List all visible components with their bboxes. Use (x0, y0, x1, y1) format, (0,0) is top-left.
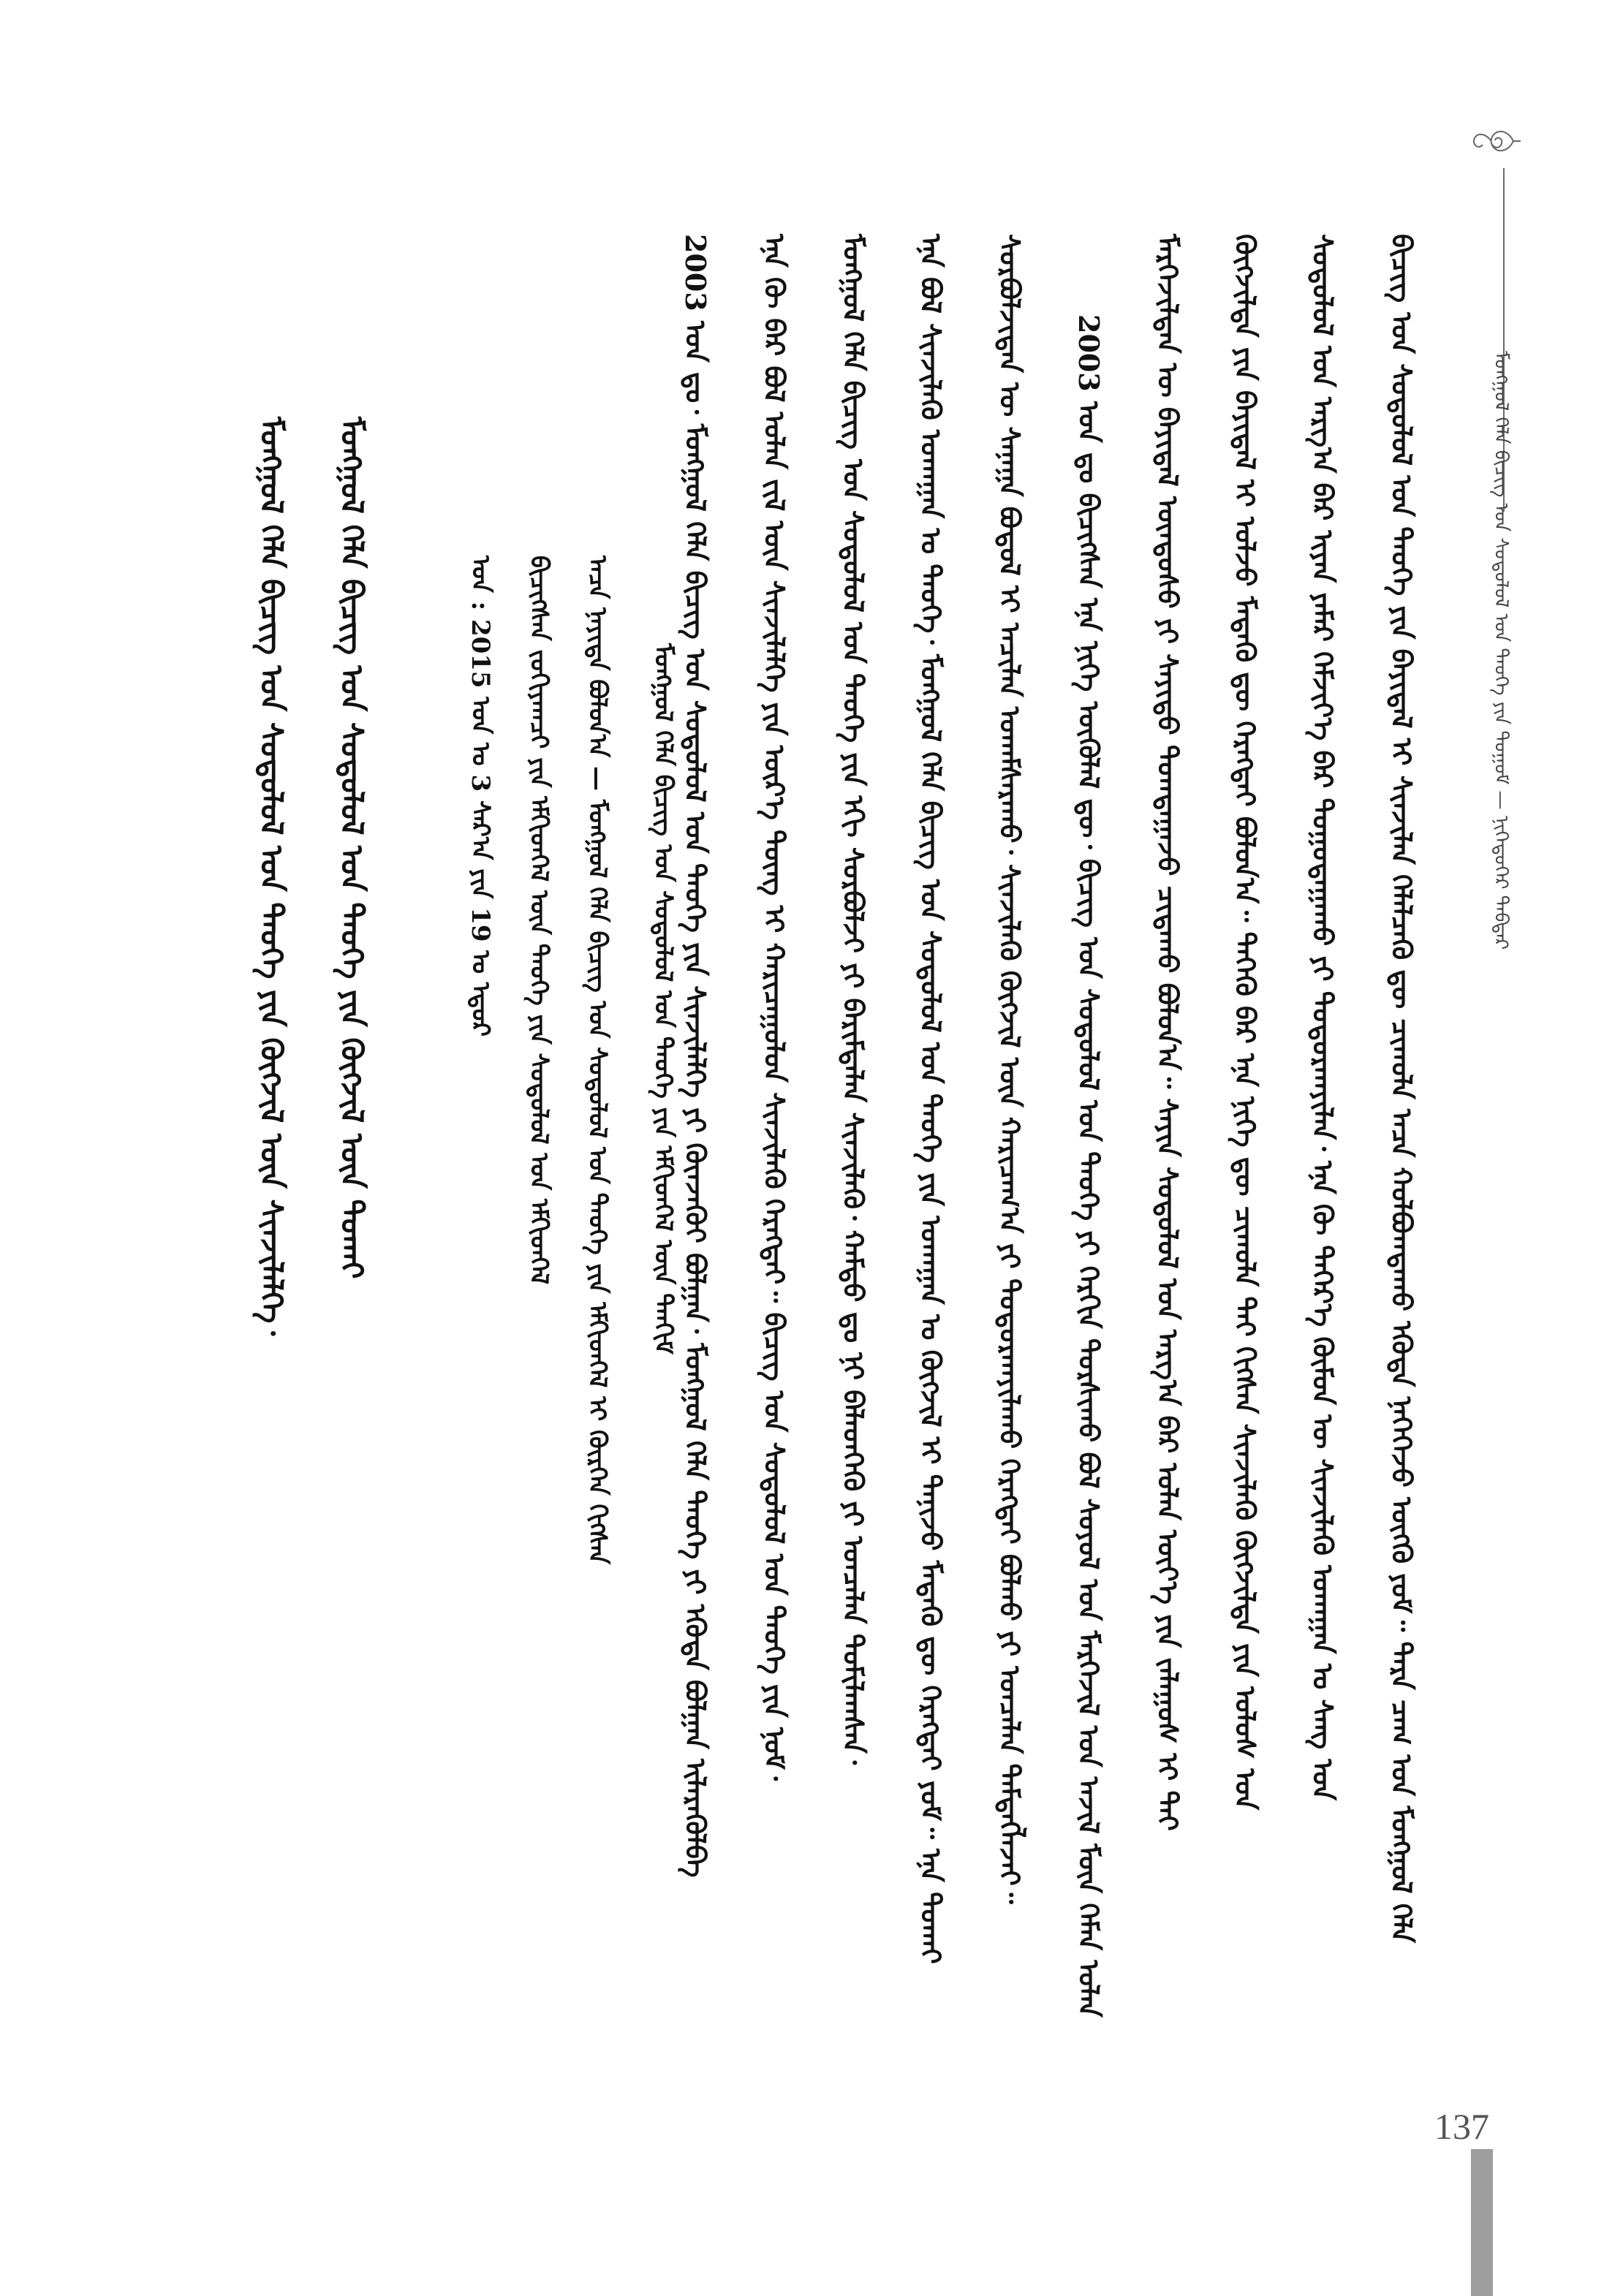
body-line-2: ᠰᠤᠳᠤᠯᠤᠯ ᠤᠨ ᠠᠷᠭ᠎ᠠ ᠪᠠᠷ ᠢᠶᠠᠨ ᠶᠠᠮᠠᠷ ᠬᠡᠮᠵᠢᠶ᠎ᠡ ᠪᠠᠷ ᠲᠣᠭᠣᠲᠠᠭᠠᠬᠤ ᠶᠢ ᠲᠣᠳᠣᠷᠬᠠᠶᠢᠯᠠᠨ᠂ ᠡᠨᠡ ᠬᠦ ᠳᠡᠭᠡᠷ᠎ᠡ ᠬᠦᠮᠦᠨ ᠦ ᠰᠢᠨᠵᠢᠯᠡᠬᠦ ᠤᠬᠠᠭᠠᠨ ᠤ ᠰᠠᠩ ᠤᠨ (1306, 234, 1339, 1801)
signature-date: ᠣᠨ : 2015 ᠣᠨ ᠤ 3 ᠰᠠᠷ᠎ᠠ ᠶᠢᠨ 19 ᠤ ᠡᠳᠦᠷ (466, 556, 495, 1037)
body-line-1: ᠪᠢᠴᠢᠭ ᠤᠨ ᠰᠤᠳᠤᠯᠤᠯ ᠤᠨ ᠲᠡᠦᠬᠡ ᠶᠢᠨ ᠪᠠᠶᠢᠳᠠᠯ ᠢ ᠰᠢᠨᠵᠢᠯᠡᠨ ᠬᠡᠯᠡᠯᠴᠡᠬᠦ ᠳᠦ ᠴᠢᠬᠤᠯᠠ ᠠᠴᠠ ᠬᠣᠯᠪᠣᠭᠳᠠᠬᠤ ᠡᠭᠦᠳᠡ ᠨᠡᠭᠡᠭᠡᠵᠦ ᠦᠭᠬᠦ ᠶᠤᠮ᠃ ᠲᠡᠷᠡ ᠴᠠᠭ ᠤᠨ ᠮᠣᠩᠭᠣᠯ ᠬᠡᠯᠡ (1385, 234, 1418, 1943)
body-line-7: ᠡᠨᠡ ᠪᠣᠯ ᠰᠢᠨᠵᠢᠯᠡᠬᠦ ᠤᠬᠠᠭᠠᠨ ᠤ ᠲᠡᠦᠬᠡ᠂ ᠮᠣᠩᠭᠣᠯ ᠬᠡᠯᠡ ᠪᠢᠴᠢᠭ ᠤᠨ ᠰᠤᠳᠤᠯᠤᠯ ᠤᠨ ᠲᠡᠦᠬᠡ ᠶᠢᠨ ᠤᠬᠠᠭᠠᠨ ᠤ ᠬᠥᠭᠵᠢᠯ ᠢ ᠲᠠᠨᠢᠵᠤ ᠮᠡᠳᠡᠬᠦ ᠳᠦ ᠬᠡᠷᠡᠭᠲᠡᠢ ᠶᠤᠮ᠃ ᠡᠨᠡ ᠲᠤᠬᠠᠢ (915, 234, 947, 1964)
body-line-4: ᠮᠡᠷᠭᠡᠵᠢᠯᠲᠡᠨ ᠦ ᠪᠠᠶᠢᠳᠠᠯ ᠦᠨᠳᠦᠰᠦ ᠶᠢ ᠰᠠᠶᠢᠲᠤ ᠲᠣᠭᠲᠠᠭᠠᠵᠤ ᠴᠢᠳᠠᠬᠤ ᠪᠣᠯᠤᠨ᠎ᠠ᠃ ᠰᠠᠶᠢᠨ ᠰᠤᠳᠤᠯᠤᠯ ᠤᠨ ᠠᠷᠭ᠎ᠠ ᠪᠠᠷ ᠣᠯᠠᠨ ᠦᠶ᠎ᠡ ᠶᠢᠨ ᠵᠠᠯᠠᠭᠤᠰ ᠢ ᠲᠠᠢ (1151, 234, 1184, 1831)
page-edge-tab (1471, 2149, 1493, 2296)
signature-line-2: ᠠᠴᠠ ᠨᠡᠶᠢᠲᠡ ᠪᠣᠯᠤᠨ᠎ᠠ — ᠮᠣᠩᠭᠣᠯ ᠬᠡᠯᠡ ᠪᠢᠴᠢᠭ ᠤᠨ ᠰᠤᠳᠤᠯᠤᠯ ᠤᠨ ᠲᠡᠦᠬᠡ ᠶᠢᠨ ᠡᠮᠬᠢᠳᠬᠡᠯ ᠢ ᠬᠦᠷᠭᠡᠨ ᠬᠢᠭᠰᠡᠨ (583, 556, 612, 1565)
header-ornament-icon (1469, 123, 1521, 159)
signature-line-1: ᠮᠣᠩᠭᠣᠯ ᠬᠡᠯᠡ ᠪᠢᠴᠢᠭ ᠤᠨ ᠰᠤᠳᠤᠯᠤᠯ ᠤᠨ ᠲᠡᠦᠬᠡ ᠶᠢᠨ ᠡᠮᠬᠢᠳᠬᠡᠯ ᠦᠨ ᠲᠠᠨᠬᠢᠮ (648, 643, 678, 1355)
body-line-8: ᠮᠣᠩᠭᠣᠯ ᠬᠡᠯᠡ ᠪᠢᠴᠢᠭ ᠤᠨ ᠰᠤᠳᠤᠯᠤᠯ ᠤᠨ ᠲᠡᠦᠬᠡ ᠶᠢᠨ ᠡᠬᠢ ᠰᠤᠷᠪᠤᠯᠵᠢ ᠶᠢ ᠪᠠᠷᠢᠮᠲᠠᠯᠠᠨ ᠰᠢᠨᠵᠢᠯᠡᠬᠦ᠂ ᠬᠠᠮᠲᠤ ᠳᠤ ᠨᠢ ᠪᠡᠯᠡᠳᠬᠡᠬᠦ ᠶᠢ ᠣᠨᠴᠠᠯᠠᠨ ᠲᠣᠮᠢᠯᠠᠭᠰᠠᠨ᠂ (837, 234, 870, 1765)
postscript-line-1: ᠮᠣᠩᠭᠣᠯ ᠬᠡᠯᠡ ᠪᠢᠴᠢᠭ ᠤᠨ ᠰᠤᠳᠤᠯᠤᠯ ᠤᠨ ᠲᠡᠦᠬᠡ ᠶᠢᠨ ᠬᠥᠭᠵᠢᠯ ᠦᠨ ᠲᠤᠬᠠᠢ (334, 417, 370, 1279)
page-number: 137 (1434, 2106, 1489, 2147)
body-line-3: ᠬᠥᠭᠵᠢᠯᠲᠡ ᠶᠢᠨ ᠪᠠᠶᠢᠳᠠᠯ ᠢ ᠣᠯᠵᠤ ᠮᠡᠳᠡᠬᠦ ᠳᠦ ᠬᠡᠷᠡᠭᠲᠡᠢ ᠪᠣᠯᠤᠨ᠎ᠠ᠃ ᠲᠡᠭᠡᠬᠦ ᠪᠡᠷ ᠡᠨᠡ ᠨᠢᠭᠡ ᠳᠦ ᠴᠢᠬᠤᠯᠠ ᠲᠠᠢ ᠬᠢᠭᠰᠡᠨ ᠰᠢᠨᠵᠢᠯᠡᠬᠦ ᠬᠥᠭᠵᠢᠯᠲᠡ ᠶᠢᠨ ᠤᠯᠤᠰ ᠤᠨ (1229, 234, 1262, 1811)
signature-line-3: ᠪᠢᠴᠢᠭᠰᠡᠨ ᠵᠣᠬᠢᠶᠠᠭᠴᠢ ᠶᠢᠨ ᠡᠮᠬᠢᠳᠬᠡᠯ ᠦᠨ ᠲᠡᠦᠬᠡ ᠶᠢᠨ ᠰᠤᠳᠤᠯᠤᠯ ᠤᠨ ᠡᠮᠬᠢᠳᠬᠡᠯ (524, 556, 553, 1285)
body-line-5: 2003 ᠣᠨ ᠳᠤ ᠪᠢᠴᠢᠭᠰᠡᠨ ᠡᠨᠡ ᠨᠢᠭᠡ ᠥᠭᠦᠯᠡᠯ ᠳᠦ᠂ ᠪᠢᠴᠢᠭ ᠤᠨ ᠰᠤᠳᠤᠯᠤᠯ ᠤᠨ ᠲᠡᠦᠬᠡ ᠶᠢ ᠬᠡᠷᠬᠢᠨ ᠲᠤᠷᠰᠢᠬᠤ ᠪᠣᠯ ᠰᠣᠶᠣᠯ ᠤᠨ ᠮᠡᠷᠭᠡᠵᠢᠯ ᠤᠨ ᠠᠵᠢᠯ ᠮᠥᠨ ᠬᠡᠮᠡᠨ ᠣᠯᠠᠨ (1072, 314, 1105, 2017)
body-line-9: ᠡᠨᠡ ᠬᠦ ᠪᠠᠷ ᠪᠣᠯ ᠣᠯᠠᠨ ᠵᠢᠯ ᠦᠨ ᠰᠢᠨᠵᠢᠯᠡᠯᠭᠡ ᠶᠢᠨ ᠦᠷ᠎ᠡ ᠳᠦᠩ ᠢ ᠬᠠᠷᠢᠴᠠᠭᠤᠯᠤᠨ ᠰᠢᠨᠵᠢᠯᠡᠬᠦ ᠬᠡᠷᠡᠭᠲᠡᠢ᠃ ᠪᠢᠴᠢᠭ ᠤᠨ ᠰᠤᠳᠤᠯᠤᠯ ᠤᠨ ᠲᠡᠦᠬᠡ ᠶᠢᠨ ᠨᠣᠮ᠂ (758, 234, 791, 1781)
running-head: ᠮᠣᠩᠭᠣᠯ ᠬᠡᠯᠡ ᠪᠢᠴᠢᠭ ᠤᠨ ᠰᠤᠳᠤᠯᠤᠯ ᠤᠨ ᠲᠡᠦᠬᠡ ᠶᠢᠨ ᠲᠣᠭᠣᠮ — ᠨᠢᠭᠡᠳᠦᠭᠡᠷ ᠳᠡᠪᠲᠡᠷ (1490, 351, 1512, 950)
body-line-6: ᠰᠤᠷᠪᠤᠯᠵᠢᠲᠠᠨ ᠦ ᠰᠠᠨᠠᠭᠠ ᠪᠣᠳᠤᠯ ᠢ ᠠᠴᠢᠯᠠᠨ ᠤᠬᠠᠮᠰᠠᠷᠠᠬᠤ᠂ ᠰᠢᠨᠵᠢᠯᠡᠬᠦ ᠬᠥᠭᠵᠢᠯ ᠦᠨ ᠬᠠᠷᠢᠴᠠᠭ᠎ᠠ ᠶᠢ ᠲᠣᠳᠤᠷᠬᠠᠶᠢᠯᠠᠬᠤ ᠬᠡᠷᠡᠭᠲᠡᠢ ᠪᠣᠯᠬᠤ ᠶᠢ ᠣᠨᠴᠠᠯᠠᠨ ᠲᠡᠮᠳᠡᠭᠯᠡᠵᠡᠢ᠃ (994, 234, 1026, 1904)
body-line-10: 2003 ᠣᠨ ᠳᠤ᠂ ᠮᠣᠩᠭᠣᠯ ᠬᠡᠯᠡ ᠪᠢᠴᠢᠭ ᠤᠨ ᠰᠤᠳᠤᠯᠤᠯ ᠤᠨ ᠲᠡᠦᠬᠡ ᠶᠢᠨ ᠰᠢᠨᠵᠢᠯᠡᠯᠭᠡ ᠶᠢ ᠭᠦᠨᠵᠡᠭᠦᠢ ᠪᠣᠯᠭᠠᠨ᠂ ᠮᠣᠩᠭᠣᠯ ᠬᠡᠯᠡ ᠲᠡᠦᠬᠡ ᠶᠢ ᠡᠭᠦᠳᠡ ᠪᠣᠯᠭᠠᠨ ᠢᠯᠡᠷᠡᠭᠦᠯᠪᠡ (679, 234, 712, 1878)
postscript-line-2: ᠮᠣᠩᠭᠣᠯ ᠬᠡᠯᠡ ᠪᠢᠴᠢᠭ ᠤᠨ ᠰᠤᠳᠤᠯᠤᠯ ᠤᠨ ᠲᠡᠦᠬᠡ ᠶᠢᠨ ᠬᠥᠭᠵᠢᠯ ᠦᠨ ᠰᠢᠨᠵᠢᠯᠡᠯᠭᠡ᠂ (254, 417, 290, 1336)
